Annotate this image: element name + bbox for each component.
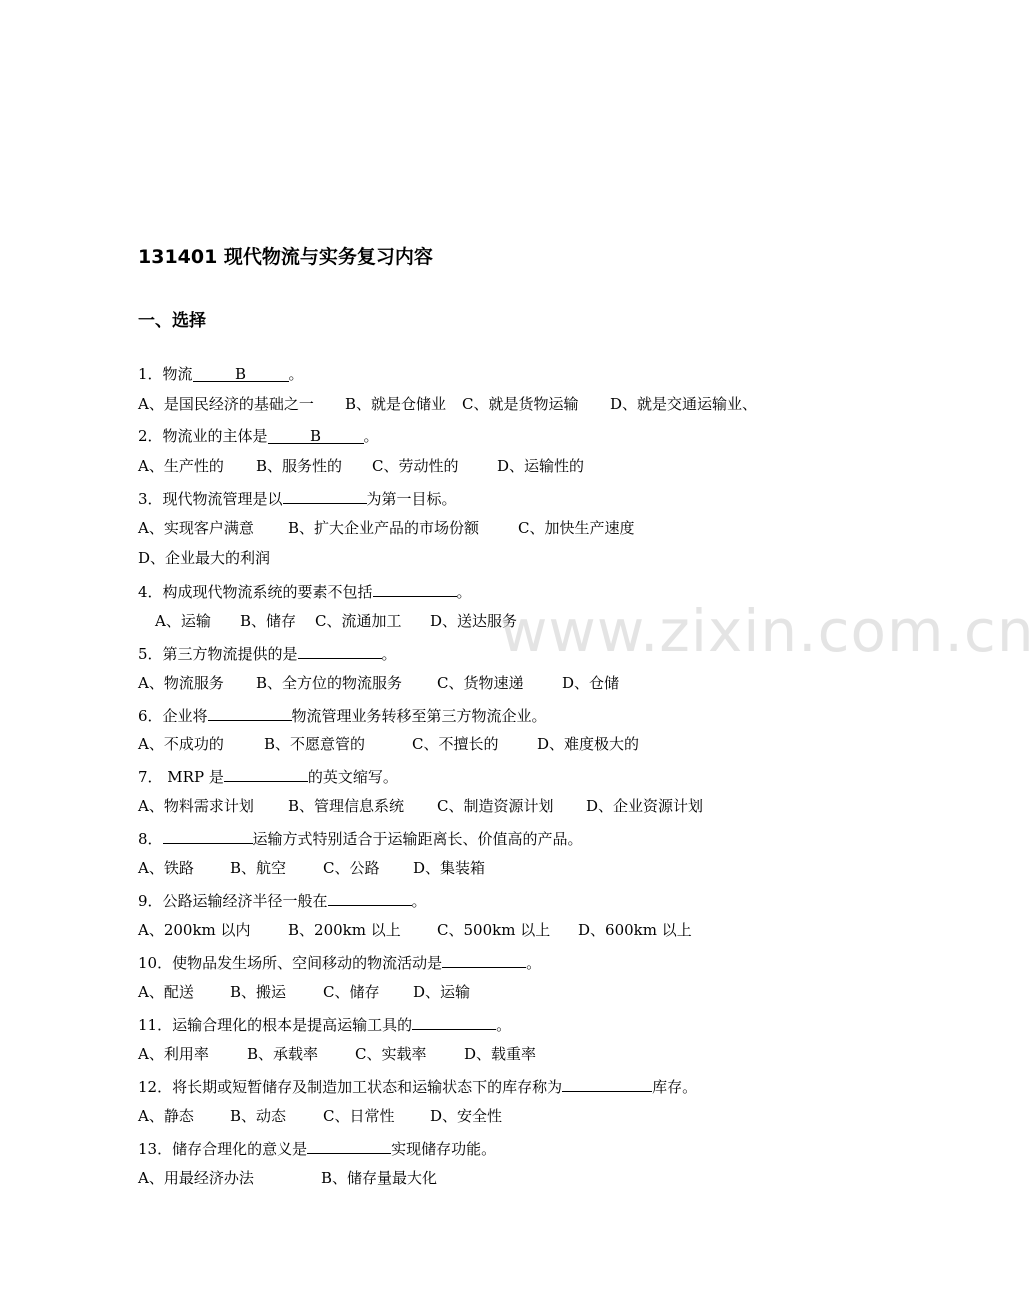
option-item: D、送达服务 xyxy=(430,612,518,630)
question-text: 。 xyxy=(456,583,472,601)
option-item: B、全方位的物流服务 xyxy=(256,674,403,692)
answer-blank xyxy=(163,827,253,844)
question-stem xyxy=(138,580,472,602)
question-stem xyxy=(138,1013,511,1035)
option-item: D、难度极大的 xyxy=(537,735,640,753)
option-item: C、就是货物运输 xyxy=(462,395,579,413)
option-item: C、500km 以上 xyxy=(437,921,551,939)
option-item: D、企业最大的利润 xyxy=(138,549,271,567)
question-stem xyxy=(138,1075,697,1097)
option-item: C、公路 xyxy=(323,859,380,877)
question-stem xyxy=(138,951,541,973)
option-item: B、管理信息系统 xyxy=(288,797,405,815)
answer-blank: B xyxy=(268,427,364,444)
answer-blank xyxy=(412,1013,496,1030)
question-stem xyxy=(138,704,547,726)
question-stem xyxy=(138,1137,496,1159)
question-text: 10．使物品发生场所、空间移动的物流活动是 xyxy=(138,954,443,972)
option-item: A、实现客户满意 xyxy=(138,519,254,537)
option-item: A、是国民经济的基础之一 xyxy=(138,395,314,413)
option-item: B、就是仓储业 xyxy=(345,395,447,413)
option-item: B、动态 xyxy=(230,1107,287,1125)
question-text: 11．运输合理化的根本是提高运输工具的 xyxy=(138,1016,413,1034)
question-text: 8． xyxy=(138,830,163,848)
option-item: A、铁路 xyxy=(138,859,194,877)
question-text: 。 xyxy=(381,645,397,663)
option-item: B、服务性的 xyxy=(256,457,343,475)
answer-blank: B xyxy=(193,365,289,382)
option-item: A、物流服务 xyxy=(138,674,224,692)
question-text: 4．构成现代物流系统的要素不包括 xyxy=(138,583,373,601)
option-item: D、运输 xyxy=(413,983,471,1001)
watermark: www.zixin.com.cn xyxy=(500,597,1035,665)
option-item: A、利用率 xyxy=(138,1045,209,1063)
answer-blank xyxy=(224,765,308,782)
option-item: A、静态 xyxy=(138,1107,194,1125)
question-text: 3．现代物流管理是以 xyxy=(138,490,283,508)
option-item: C、货物速递 xyxy=(437,674,524,692)
option-item: C、储存 xyxy=(323,983,380,1001)
option-item: B、储存量最大化 xyxy=(321,1169,438,1187)
question-text: 。 xyxy=(288,365,304,383)
question-text: 库存。 xyxy=(652,1078,698,1096)
option-item: D、运输性的 xyxy=(497,457,585,475)
question-text: 12．将长期或短暂储存及制造加工状态和运输状态下的库存称为 xyxy=(138,1078,563,1096)
option-item: A、配送 xyxy=(138,983,194,1001)
question-text: 5．第三方物流提供的是 xyxy=(138,645,298,663)
answer-blank xyxy=(562,1075,652,1092)
question-text: 实现储存功能。 xyxy=(391,1140,497,1158)
question-text: 2．物流业的主体是 xyxy=(138,427,268,445)
option-item: B、扩大企业产品的市场份额 xyxy=(288,519,480,537)
question-text: 1．物流 xyxy=(138,365,193,383)
question-text: 。 xyxy=(411,892,427,910)
option-item: C、不擅长的 xyxy=(412,735,499,753)
option-item: B、不愿意管的 xyxy=(264,735,366,753)
option-item: C、劳动性的 xyxy=(372,457,459,475)
option-item: C、实载率 xyxy=(355,1045,427,1063)
option-item: C、流通加工 xyxy=(315,612,402,630)
answer-blank xyxy=(208,704,292,721)
document-title: 131401 现代物流与实务复习内容 xyxy=(138,246,433,268)
question-text: 9．公路运输经济半径一般在 xyxy=(138,892,328,910)
option-item: D、600km 以上 xyxy=(578,921,692,939)
option-item: A、物料需求计划 xyxy=(138,797,254,815)
options-row xyxy=(138,548,270,568)
answer-blank xyxy=(307,1137,391,1154)
question-stem xyxy=(138,364,304,384)
option-item: D、企业资源计划 xyxy=(586,797,704,815)
option-item: A、200km 以内 xyxy=(138,921,251,939)
question-stem xyxy=(138,426,379,446)
option-item: B、搬运 xyxy=(230,983,287,1001)
option-item: D、安全性 xyxy=(430,1107,503,1125)
question-stem xyxy=(138,827,583,849)
question-stem xyxy=(138,642,397,664)
section-heading: 一、选择 xyxy=(138,311,206,331)
answer-blank xyxy=(442,951,526,968)
option-item: C、日常性 xyxy=(323,1107,395,1125)
question-text: 为第一目标。 xyxy=(366,490,457,508)
option-item: A、用最经济办法 xyxy=(138,1169,254,1187)
answer-blank xyxy=(373,580,457,597)
question-text: 7． MRP 是 xyxy=(138,768,224,786)
option-item: B、储存 xyxy=(240,612,297,630)
option-item: B、承载率 xyxy=(247,1045,319,1063)
option-item: D、载重率 xyxy=(464,1045,537,1063)
option-item: A、运输 xyxy=(155,612,211,630)
answer-blank xyxy=(328,889,412,906)
option-item: D、集装箱 xyxy=(413,859,486,877)
question-text: 运输方式特别适合于运输距离长、价值高的产品。 xyxy=(252,830,583,848)
option-item: B、200km 以上 xyxy=(288,921,401,939)
question-text: 的英文缩写。 xyxy=(307,768,398,786)
question-text: 。 xyxy=(363,427,379,445)
option-item: A、不成功的 xyxy=(138,735,224,753)
option-item: B、航空 xyxy=(230,859,287,877)
option-item: D、仓储 xyxy=(562,674,620,692)
question-stem xyxy=(138,487,457,509)
option-item: D、就是交通运输业、 xyxy=(610,395,758,413)
option-item: A、生产性的 xyxy=(138,457,224,475)
question-text: 。 xyxy=(526,954,542,972)
option-item: C、加快生产速度 xyxy=(518,519,635,537)
answer-blank xyxy=(283,487,367,504)
question-stem xyxy=(138,889,427,911)
question-text: 物流管理业务转移至第三方物流企业。 xyxy=(291,707,547,725)
answer-blank xyxy=(298,642,382,659)
question-text: 6．企业将 xyxy=(138,707,208,725)
option-item: C、制造资源计划 xyxy=(437,797,554,815)
question-text: 。 xyxy=(496,1016,512,1034)
question-stem xyxy=(138,765,398,787)
question-text: 13．储存合理化的意义是 xyxy=(138,1140,308,1158)
